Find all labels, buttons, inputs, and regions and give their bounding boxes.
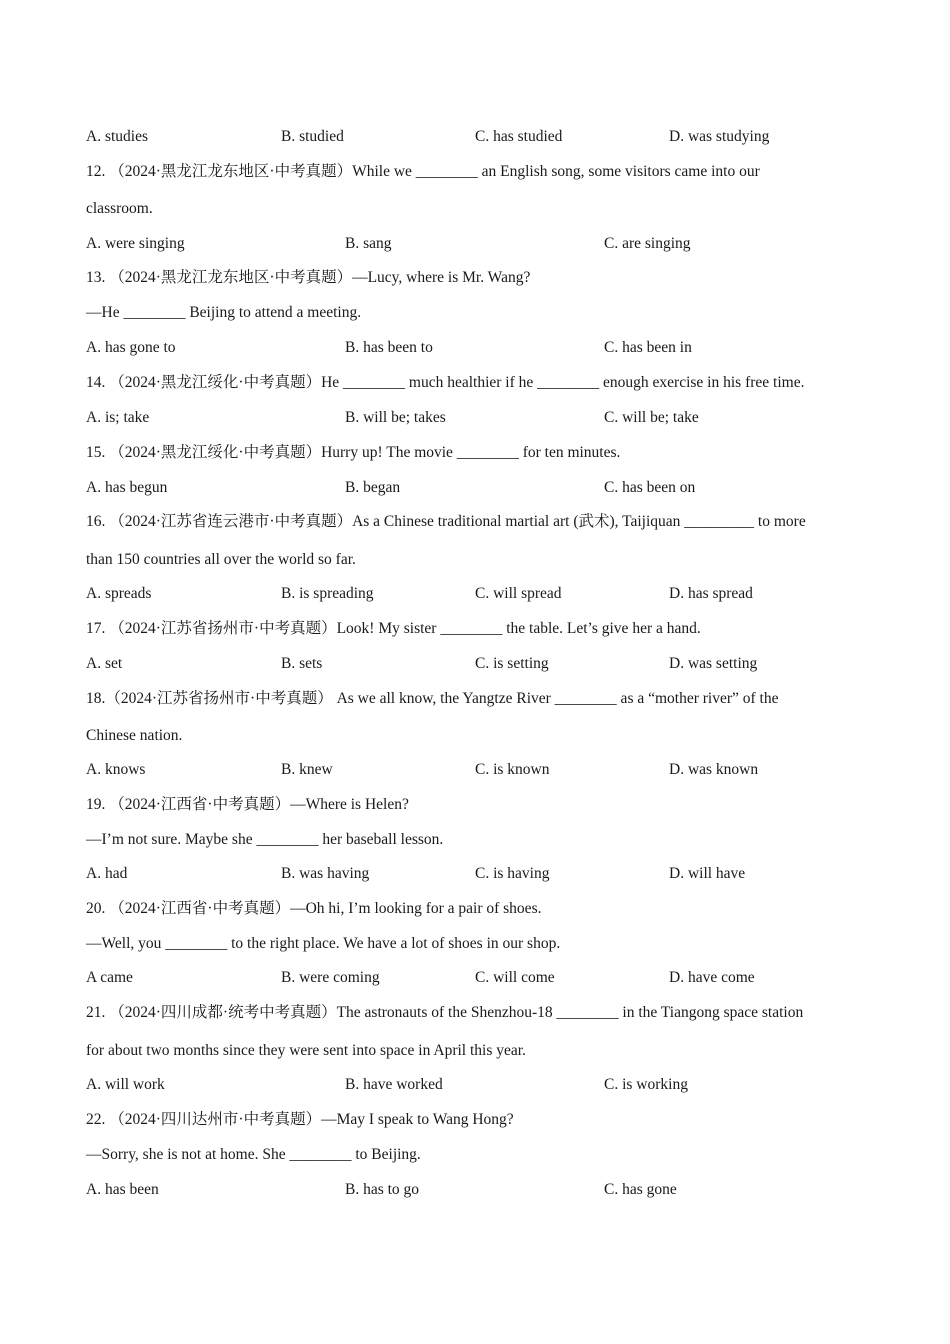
q19-option-b: B. was having: [281, 865, 370, 882]
q11-option-a: A. studies: [86, 128, 148, 145]
q11-option-d: D. was studying: [669, 128, 770, 145]
q21-stem-continued: for about two months since they were sent into space in April this year.: [86, 1042, 526, 1059]
q16-stem-continued: than 150 countries all over the world so far.: [86, 551, 356, 568]
q18-stem-continued: Chinese nation.: [86, 727, 183, 744]
q15-option-b: B. began: [345, 479, 401, 496]
q16-option-c: C. will spread: [475, 585, 562, 602]
q11-option-b: B. studied: [281, 128, 344, 145]
q19-stem-continued: —I’m not sure. Maybe she ________ her baseball lesson.: [86, 831, 444, 848]
q22-option-c: C. has gone: [604, 1181, 677, 1198]
q16-option-b: B. is spreading: [281, 585, 374, 602]
q17-stem: 17. （2024·江苏省扬州市·中考真题）Look! My sister ________ the table. Let’s give her a hand.: [86, 620, 701, 637]
q12-option-a: A. were singing: [86, 235, 185, 252]
q18-option-d: D. was known: [669, 761, 759, 778]
q12-stem-continued: classroom.: [86, 200, 153, 217]
q20-option-c: C. will come: [475, 969, 555, 986]
q17-option-b: B. sets: [281, 655, 323, 672]
q13-option-c: C. has been in: [604, 339, 692, 356]
q20-option-d: D. have come: [669, 969, 755, 986]
q17-option-c: C. is setting: [475, 655, 549, 672]
q20-option-b: B. were coming: [281, 969, 380, 986]
q19-stem: 19. （2024·江西省·中考真题）—Where is Helen?: [86, 796, 409, 813]
q14-option-b: B. will be; takes: [345, 409, 446, 426]
q13-option-b: B. has been to: [345, 339, 433, 356]
q14-option-a: A. is; take: [86, 409, 150, 426]
q15-stem: 15. （2024·黑龙江绥化·中考真题）Hurry up! The movie ________ for ten minutes.: [86, 444, 621, 461]
q21-option-c: C. is working: [604, 1076, 688, 1093]
q22-stem: 22. （2024·四川达州市·中考真题）—May I speak to Wang Hong?: [86, 1111, 514, 1128]
q13-stem-continued: —He ________ Beijing to attend a meeting.: [86, 304, 362, 321]
q15-option-c: C. has been on: [604, 479, 696, 496]
q11-option-c: C. has studied: [475, 128, 563, 145]
q19-option-a: A. had: [86, 865, 128, 882]
q17-option-a: A. set: [86, 655, 123, 672]
q13-stem: 13. （2024·黑龙江龙东地区·中考真题）—Lucy, where is Mr. Wang?: [86, 269, 531, 286]
q16-stem: 16. （2024·江苏省连云港市·中考真题）As a Chinese traditional martial art (武术), Taijiquan _________ to more: [86, 513, 806, 530]
q21-stem: 21. （2024·四川成都·统考中考真题）The astronauts of the Shenzhou-18 ________ in the Tiangong space station: [86, 1004, 804, 1021]
q16-option-a: A. spreads: [86, 585, 152, 602]
q12-stem: 12. （2024·黑龙江龙东地区·中考真题）While we ________ an English song, some visitors came into our: [86, 163, 760, 180]
q21-option-b: B. have worked: [345, 1076, 443, 1093]
q19-option-d: D. will have: [669, 865, 746, 882]
q14-stem: 14. （2024·黑龙江绥化·中考真题）He ________ much healthier if he ________ enough exercise in his free time.: [86, 374, 805, 391]
q19-option-c: C. is having: [475, 865, 550, 882]
q18-option-c: C. is known: [475, 761, 550, 778]
q16-option-d: D. has spread: [669, 585, 753, 602]
q17-option-d: D. was setting: [669, 655, 758, 672]
q18-stem: 18.（2024·江苏省扬州市·中考真题） As we all know, the Yangtze River ________ as a “mother river” of the: [86, 690, 779, 707]
q13-option-a: A. has gone to: [86, 339, 176, 356]
q22-option-a: A. has been: [86, 1181, 159, 1198]
q20-stem-continued: —Well, you ________ to the right place. We have a lot of shoes in our shop.: [86, 935, 561, 952]
q15-option-a: A. has begun: [86, 479, 168, 496]
q18-option-a: A. knows: [86, 761, 146, 778]
q20-option-a: A came: [86, 969, 133, 986]
q14-option-c: C. will be; take: [604, 409, 699, 426]
q12-option-c: C. are singing: [604, 235, 691, 252]
q21-option-a: A. will work: [86, 1076, 165, 1093]
q22-option-b: B. has to go: [345, 1181, 420, 1198]
q20-stem: 20. （2024·江西省·中考真题）—Oh hi, I’m looking for a pair of shoes.: [86, 900, 542, 917]
q12-option-b: B. sang: [345, 235, 392, 252]
q18-option-b: B. knew: [281, 761, 333, 778]
q22-stem-continued: —Sorry, she is not at home. She ________ to Beijing.: [86, 1146, 421, 1163]
